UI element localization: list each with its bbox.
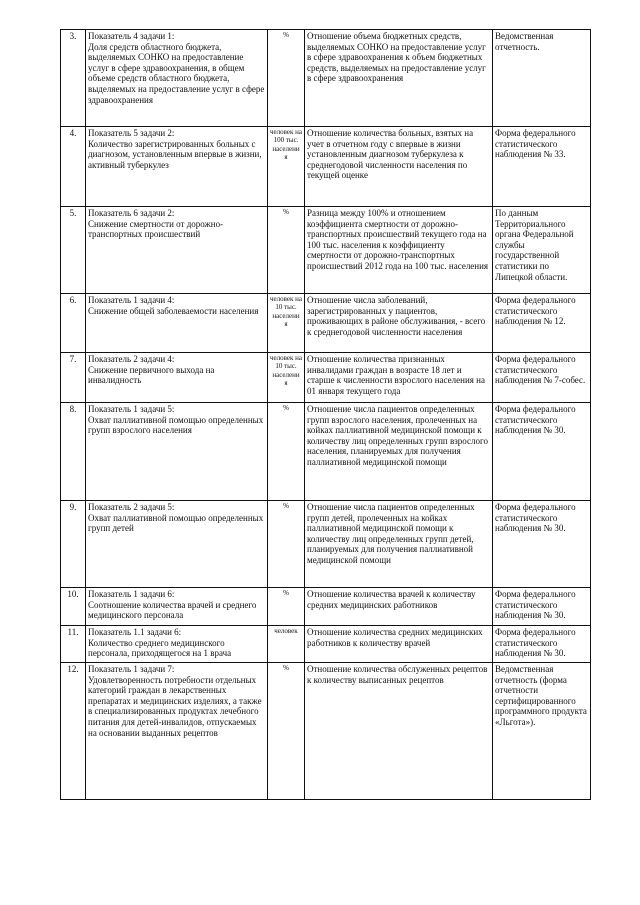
row-number: 3. bbox=[61, 30, 86, 127]
table-row bbox=[61, 353, 591, 403]
indicator-name bbox=[86, 207, 268, 294]
table-row bbox=[61, 588, 591, 626]
calculation-method: Отношение объема бюджетных средств, выделяемых СОНКО на предоставление услуг в сфере здравоохранения к объем бюджетных средств, выделяемых на предоставление услуг в сфере здравоохранения bbox=[305, 30, 493, 127]
indicators-table-body bbox=[61, 30, 591, 800]
indicator-name bbox=[86, 127, 268, 207]
indicator-name-text: Показатель 1 задачи 5: Охват паллиативной помощью определенных групп взрослого населения bbox=[88, 404, 264, 436]
calculation-method: Отношение количества обслуженных рецептов к количеству выписанных рецептов bbox=[305, 663, 493, 800]
indicator-name bbox=[86, 353, 268, 403]
indicator-name bbox=[86, 663, 268, 800]
unit-of-measure: % bbox=[268, 30, 305, 127]
data-source: Форма федерального статистического наблюдения № 33. bbox=[493, 127, 591, 207]
unit-of-measure: человек bbox=[268, 626, 305, 663]
data-source: Форма федерального статистического наблюдения № 30. bbox=[493, 501, 591, 588]
data-source: Форма федерального статистического наблюдения № 30. bbox=[493, 403, 591, 501]
unit-of-measure: человек на 100 тыс. населени я bbox=[268, 127, 305, 207]
table-row bbox=[61, 127, 591, 207]
indicator-name-text: Показатель 1 задачи 7: Удовлетворенность потребности отдельных категорий граждан в лекарственных препаратах и медицинских изделиях, а также в специализированных продуктах лечебного питания для детей-инвалидов, отпускаемых на основании выданных рецептов bbox=[88, 664, 262, 738]
unit-of-measure: человек на 10 тыс. населени я bbox=[268, 353, 305, 403]
indicator-name bbox=[86, 588, 268, 626]
table-row bbox=[61, 207, 591, 294]
row-number: 5. bbox=[61, 207, 86, 294]
indicator-name-text: Показатель 4 задачи 1: Доля средств областного бюджета, выделяемых СОНКО на предоставление услуг в сфере здравоохранения, в общем объеме средств областного бюджета, выделяемых на предоставление услуг в сфере здравоохранения bbox=[88, 31, 265, 105]
data-source: Ведомственная отчетность. bbox=[493, 30, 591, 127]
indicator-name-text: Показатель 2 задачи 4: Снижение первичного выхода на инвалидность bbox=[88, 354, 215, 386]
row-number: 11. bbox=[61, 626, 86, 663]
indicator-name bbox=[86, 403, 268, 501]
table-row bbox=[61, 663, 591, 800]
row-number: 7. bbox=[61, 353, 86, 403]
data-source: Форма федерального статистического наблюдения № 12. bbox=[493, 294, 591, 353]
row-number: 8. bbox=[61, 403, 86, 501]
row-number: 6. bbox=[61, 294, 86, 353]
indicator-name bbox=[86, 294, 268, 353]
indicator-name bbox=[86, 626, 268, 663]
calculation-method: Отношение числа пациентов определенных групп взрослого населения, пролеченных на койках паллиативной медицинской помощи к количеству лиц определенных групп взрослого населения, планируемых для получения паллиативной медицинской помощи bbox=[305, 403, 493, 501]
calculation-method: Отношение количества врачей к количеству средних медицинских работников bbox=[305, 588, 493, 626]
row-number: 10. bbox=[61, 588, 86, 626]
indicator-name-text: Показатель 1 задачи 6: Соотношение количества врачей и среднего медицинского персонала bbox=[88, 589, 257, 621]
indicators-table bbox=[60, 29, 591, 800]
data-source: Форма федерального статистического наблюдения № 7-собес. bbox=[493, 353, 591, 403]
calculation-method: Отношение количества признанных инвалидами граждан в возрасте 18 лет и старше к численности взрослого населения на 01 января текущего года bbox=[305, 353, 493, 403]
indicator-name-text: Показатель 6 задачи 2: Снижение смертности от дорожно-транспортных происшествий bbox=[88, 208, 224, 240]
indicator-name-text: Показатель 1 задачи 4: Снижение общей заболеваемости населения bbox=[88, 295, 259, 316]
indicator-name bbox=[86, 30, 268, 127]
unit-of-measure: % bbox=[268, 501, 305, 588]
unit-of-measure: % bbox=[268, 663, 305, 800]
unit-of-measure: % bbox=[268, 588, 305, 626]
table-row bbox=[61, 403, 591, 501]
calculation-method: Отношение числа пациентов определенных групп детей, пролеченных на койках паллиативной медицинской помощи к количеству лиц определенных групп детей, планируемых для получения паллиативной медицинской помощи bbox=[305, 501, 493, 588]
table-row bbox=[61, 30, 591, 127]
data-source: Форма федерального статистического наблюдения № 30. bbox=[493, 588, 591, 626]
indicator-name bbox=[86, 501, 268, 588]
row-number: 9. bbox=[61, 501, 86, 588]
table-row bbox=[61, 294, 591, 353]
calculation-method: Отношение количества средних медицинских работников к количеству врачей bbox=[305, 626, 493, 663]
row-number: 4. bbox=[61, 127, 86, 207]
row-number: 12. bbox=[61, 663, 86, 800]
data-source: Форма федерального статистического наблюдения № 30. bbox=[493, 626, 591, 663]
indicator-name-text: Показатель 2 задачи 5: Охват паллиативной помощью определенных групп детей bbox=[88, 502, 264, 534]
unit-of-measure: % bbox=[268, 207, 305, 294]
table-row bbox=[61, 501, 591, 588]
data-source: По данным Территориального органа Федеральной службы государственной статистики по Липецкой области. bbox=[493, 207, 591, 294]
calculation-method: Разница между 100% и отношением коэффициента смертности от дорожно-транспортных происшествий текущего года на 100 тыс. населения к коэффициенту смертности от дорожно-транспортных происшествий 2012 года на 100 тыс. населения bbox=[305, 207, 493, 294]
calculation-method: Отношение числа заболеваний, зарегистрированных у пациентов, проживающих в районе обслуживания, - всего к среднегодовой численности населения bbox=[305, 294, 493, 353]
calculation-method: Отношение количества больных, взятых на учет в отчетном году с впервые в жизни установленным диагнозом туберкулеза к среднегодовой численности населения по текущей оценке bbox=[305, 127, 493, 207]
table-row bbox=[61, 626, 591, 663]
indicator-name-text: Показатель 1.1 задачи 6: Количество среднего медицинского персонала, приходящегося на 1 врача bbox=[88, 627, 232, 659]
unit-of-measure: человек на 10 тыс. населени я bbox=[268, 294, 305, 353]
data-source: Ведомственная отчетность (форма отчетности сертифицированного программного продукта «Льгота»). bbox=[493, 663, 591, 800]
indicator-name-text: Показатель 5 задачи 2: Количество зарегистрированных больных с диагнозом, установленным впервые в жизни, активный туберкулез bbox=[88, 128, 262, 170]
unit-of-measure: % bbox=[268, 403, 305, 501]
